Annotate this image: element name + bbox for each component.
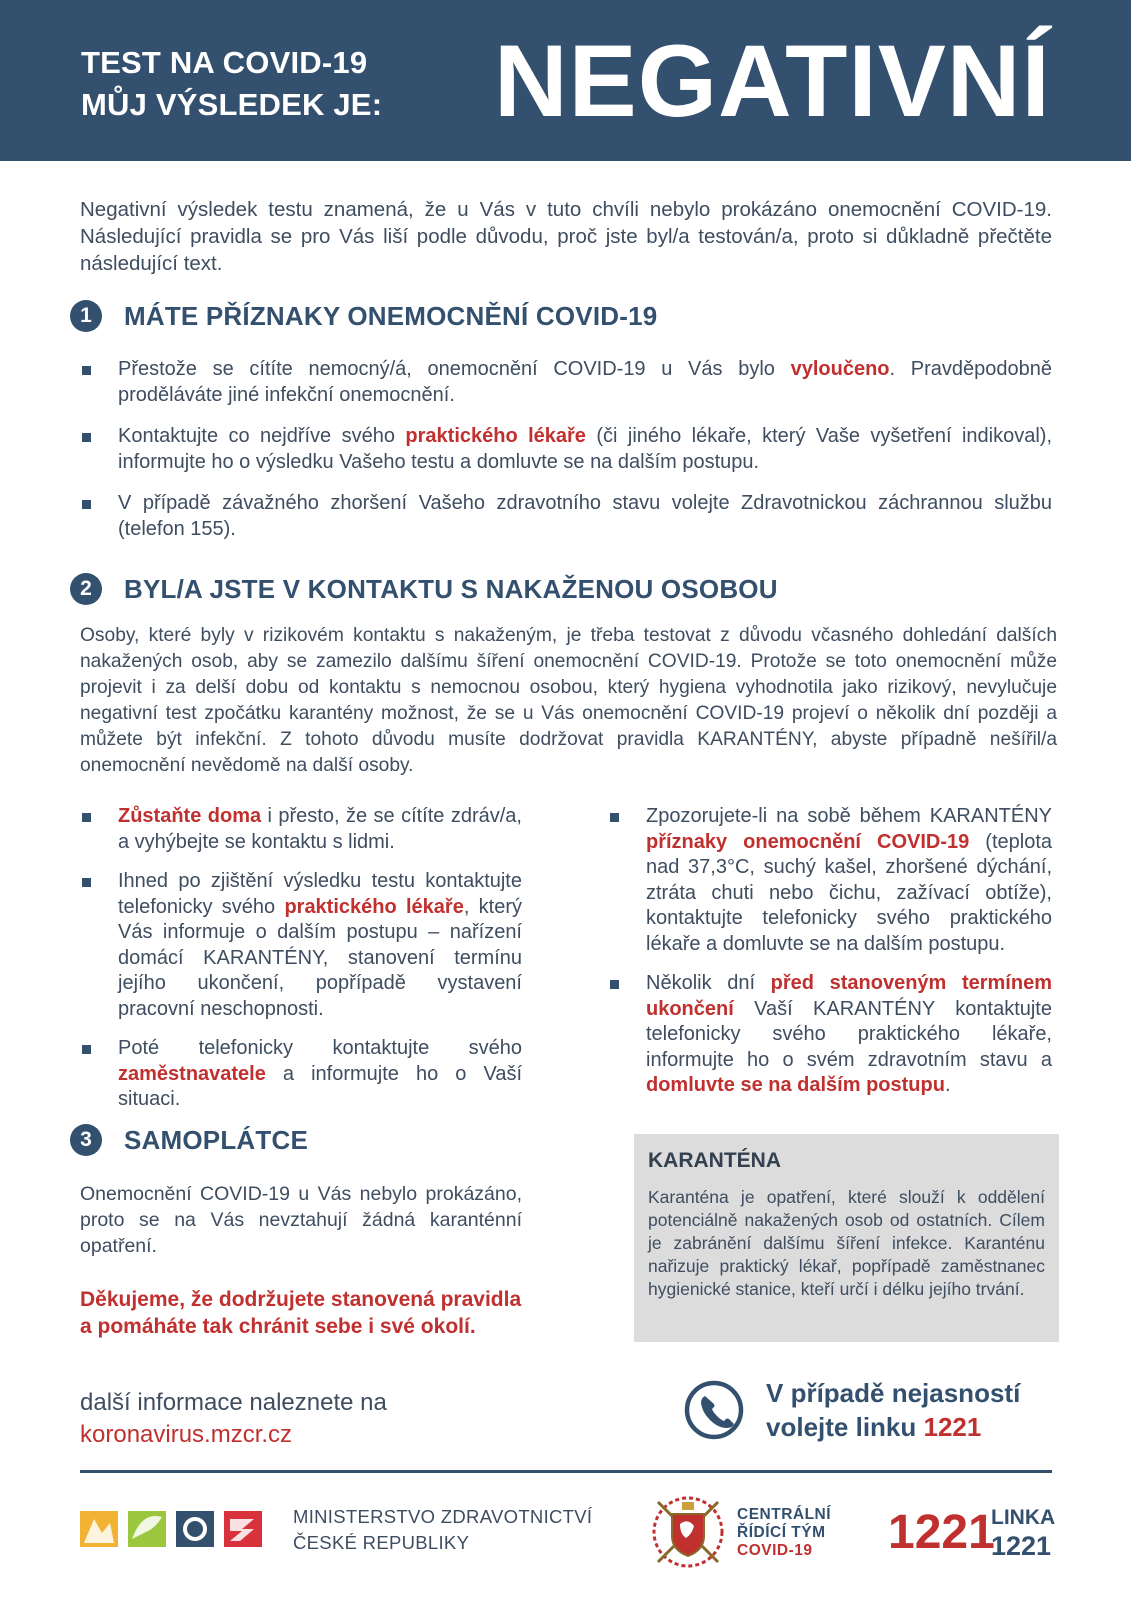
list-item: Přestože se cítíte nemocný/á, onemocnění COVID-19 u Vás bylo vyloučeno. Pravděpodobně proděláváte jiné infekční onemocnění. (80, 357, 1052, 408)
bullet-square-icon (82, 1045, 91, 1054)
bullet-square-icon (82, 813, 91, 822)
quarantine-box-text: Karanténa je opatření, které slouží k oddělení potenciálně nakažených osob od ostatních. Cílem je zabránění dalšímu šíření infekce. Karanténu nařizuje praktický lékař, popřípadě zaměstnanec hygienické stanice, kteří určí i délku jejího trvání. (648, 1187, 1045, 1299)
intro-text: Negativní výsledek testu znamená, že u Vás v tuto chvíli nebylo prokázáno onemocnění COVID-19. Následující pravidla se pro Vás liší podle důvodu, proč jste byl/a testován/a, proto si důkladně přečtěte následující text. (80, 198, 1052, 275)
hotline-info (766, 1376, 1020, 1444)
thanks-message: Děkujeme, že dodržujete stanovená pravidla a pomáháte tak chránit sebe i své okolí. (80, 1288, 522, 1338)
highlight: před stanoveným termínem ukončení (646, 972, 1052, 1020)
section1-list (80, 357, 1052, 542)
quarantine-box-title: KARANTÉNA (648, 1149, 781, 1172)
list-item: Kontaktujte co nejdříve svého praktického lékaře (či jiného lékaře, který Vaše vyšetření indikoval), informujte ho o výsledku Vašeho testu a domluvte se na dalším postupu. (80, 424, 1052, 475)
crt-name: CENTRÁLNÍ ŘÍDÍCÍ TÝM COVID-19 (737, 1506, 832, 1559)
header-caption (81, 42, 382, 126)
highlight: vyloučeno (790, 358, 890, 380)
bullet-square-icon (610, 813, 619, 822)
more-info (80, 1387, 387, 1451)
list-item: V případě závažného zhoršení Vašeho zdravotního stavu volejte Zdravotnickou záchrannou službu (telefon 155). (80, 491, 1052, 542)
section2-right-list (608, 804, 1052, 1099)
section1-title: MÁTE PŘÍZNAKY ONEMOCNĚNÍ COVID-19 (124, 300, 658, 331)
hotline-line2: volejte linku 1221 (766, 1412, 982, 1442)
hotline-line1: V případě nejasností (766, 1378, 1021, 1408)
test-result: NEGATIVNÍ (494, 24, 1051, 138)
section2-paragraph: Osoby, které byly v rizikovém kontaktu s nakaženým, je třeba testovat z důvodu včasného dohledání dalších nakažených osob, aby se zamezilo dalšímu šíření onemocnění COVID-19. Protože se toto onemocnění může projevit i za delší dobu od kontaktu s nemocnou osobou, který hygiena vyhodnotila jako rizikový, nevylučuje negativní test zpočátku karantény možnost, že se u Vás onemocnění COVID-19 projeví o několik dní později a můžete být infekční. Z tohoto důvodu musíte dodržovat pravidla KARANTÉNY, abyste případně nešířil/a onemocnění nevědomě na další osoby. (80, 625, 1057, 776)
linka-logo (888, 1506, 995, 1561)
linka-label: LINKA 1221 (991, 1506, 1056, 1561)
section2-heading (70, 573, 778, 605)
bullet-square-icon (610, 980, 619, 989)
section3-heading (70, 1124, 308, 1156)
bullet-square-icon (82, 366, 91, 375)
highlight: praktického lékaře (284, 895, 464, 918)
list-item: Ihned po zjištění výsledku testu kontaktujte telefonicky svého praktického lékaře, který Vás informuje o dalším postupu – nařízení domácí KARANTÉNY, stanovení termínu jejího ukončení, popřípadě vystavení pracovní neschopnosti. (80, 869, 522, 1022)
crest-logo (650, 1494, 726, 1575)
bullet-square-icon (82, 500, 91, 509)
list-item: Několik dní před stanoveným termínem ukončení Vaší KARANTÉNY kontaktujte telefonicky svého praktického lékaře, informujte ho o svém zdravotním stavu a domluvte se na dalším postupu. (608, 971, 1052, 1099)
more-info-link[interactable]: koronavirus.mzcr.cz (80, 1421, 293, 1448)
section3-number: 3 (70, 1124, 102, 1156)
highlight: zaměstnavatele (118, 1062, 266, 1085)
section3-title: SAMOPLÁTCE (124, 1124, 308, 1155)
bullet-square-icon (82, 878, 91, 887)
header-line1: TEST NA COVID-19 (81, 45, 368, 80)
more-info-label: další informace naleznete na (80, 1389, 387, 1416)
section2-number: 2 (70, 573, 102, 605)
list-item: Zůstaňte doma i přesto, že se cítíte zdráv/a, a vyhýbejte se kontaktu s lidmi. (80, 804, 522, 855)
quarantine-info-box (634, 1134, 1059, 1342)
section1-number: 1 (70, 300, 102, 332)
footer-divider (80, 1470, 1052, 1473)
highlight: Zůstaňte doma (118, 805, 262, 827)
header-line2: MŮJ VÝSLEDEK JE: (81, 87, 383, 122)
section3-paragraph: Onemocnění COVID-19 u Vás nebylo prokázáno, proto se na Vás nevztahují žádná karanténní opatření. (80, 1183, 522, 1257)
hotline-number[interactable]: 1221 (923, 1412, 982, 1442)
section2-left-list (80, 804, 522, 1113)
list-item: Poté telefonicky kontaktujte svého zaměstnavatele a informujte ho o Vaší situaci. (80, 1036, 522, 1113)
section2-title: BYL/A JSTE V KONTAKTU S NAKAŽENOU OSOBOU (124, 573, 778, 604)
linka-logo-number: 1221 (888, 1506, 995, 1559)
bullet-square-icon (82, 433, 91, 442)
phone-icon (684, 1380, 744, 1440)
ministry-logo (80, 1509, 270, 1556)
highlight: příznaky onemocnění COVID-19 (646, 830, 970, 853)
ministry-name: MINISTERSTVO ZDRAVOTNICTVÍ ČESKÉ REPUBLIKY (293, 1506, 593, 1553)
highlight: praktického lékaře (405, 425, 586, 447)
header-banner (0, 0, 1131, 161)
section1-heading (70, 300, 657, 332)
list-item: Zpozorujete-li na sobě během KARANTÉNY příznaky onemocnění COVID-19 (teplota nad 37,3°C, suchý kašel, zhoršené dýchání, ztráta chuti nebo čichu, zažívací obtíže), kontaktujte telefonicky svého praktického lékaře a domluvte se na dalším postupu. (608, 804, 1052, 957)
highlight: domluvte se na dalším postupu (646, 1074, 945, 1096)
